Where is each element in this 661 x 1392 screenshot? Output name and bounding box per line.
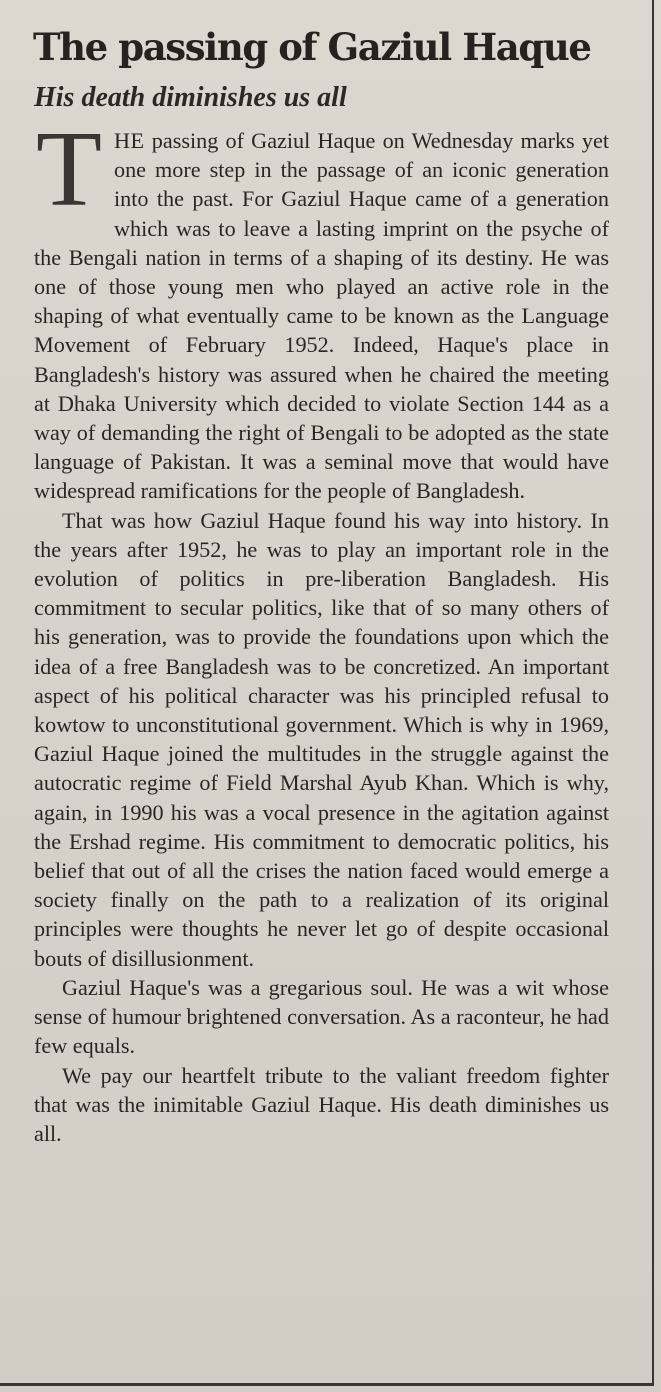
drop-cap: T	[36, 110, 102, 229]
article-paragraph-3: Gaziul Haque's was a gregarious soul. He was a wit whose sense of humour brightened conversation. As a raconteur, he had few equals.	[34, 974, 609, 1059]
article-subheadline: His death diminishes us all	[34, 82, 347, 113]
lead-caps: HE	[113, 128, 145, 153]
article-headline: The passing of Gaziul Haque	[33, 25, 591, 69]
article-body	[34, 110, 609, 1148]
column-rule-bottom	[0, 1383, 654, 1386]
column-rule-right	[652, 0, 654, 1384]
article-paragraph-4: We pay our heartfelt tribute to the valiant freedom fighter that was the inimitable Gaziul Haque. His death diminishes us all.	[34, 1062, 609, 1146]
article-paragraph-1	[34, 110, 609, 506]
paragraph-1-text: passing of Gaziul Haque on Wednesday marks yet one more step in the passage of an iconic generation into the past. For Gaziul Haque came of a generation which was to leave a lasting imprint on the psyche of the Bengali nation in terms of a shaping of its destiny. He was one of those young men who played an active role in the shaping of what eventually came to be known as the Language Movement of February 1952. Indeed, Haque's place in Bangladesh's history was assured when he chaired the meeting at Dhaka University which decided to violate Section 144 as a way of demanding the right of Bengali to be adopted as the state language of Pakistan. It was a seminal move that would have widespread ramifications for the people of Bangladesh.	[34, 128, 609, 504]
article-paragraph-2: That was how Gaziul Haque found his way into history. In the years after 1952, he was to play an important role in the evolution of politics in pre-liberation Bangladesh. His commitment to secular politics, like that of so many others of his generation, was to provide the foundations upon which the idea of a free Bangladesh was to be concretized. An important aspect of his political character was his principled refusal to kowtow to unconstitutional government. Which is why in 1969, Gaziul Haque joined the multitudes in the struggle against the autocratic regime of Field Marshal Ayub Khan. Which is why, again, in 1990 his was a vocal presence in the agitation against the Ershad regime. His commitment to democratic politics, his belief that out of all the crises the nation faced would emerge a society finally on the path to a realization of its original principles were thoughts he never let go of despite occasional bouts of disillusionment.	[34, 507, 609, 971]
